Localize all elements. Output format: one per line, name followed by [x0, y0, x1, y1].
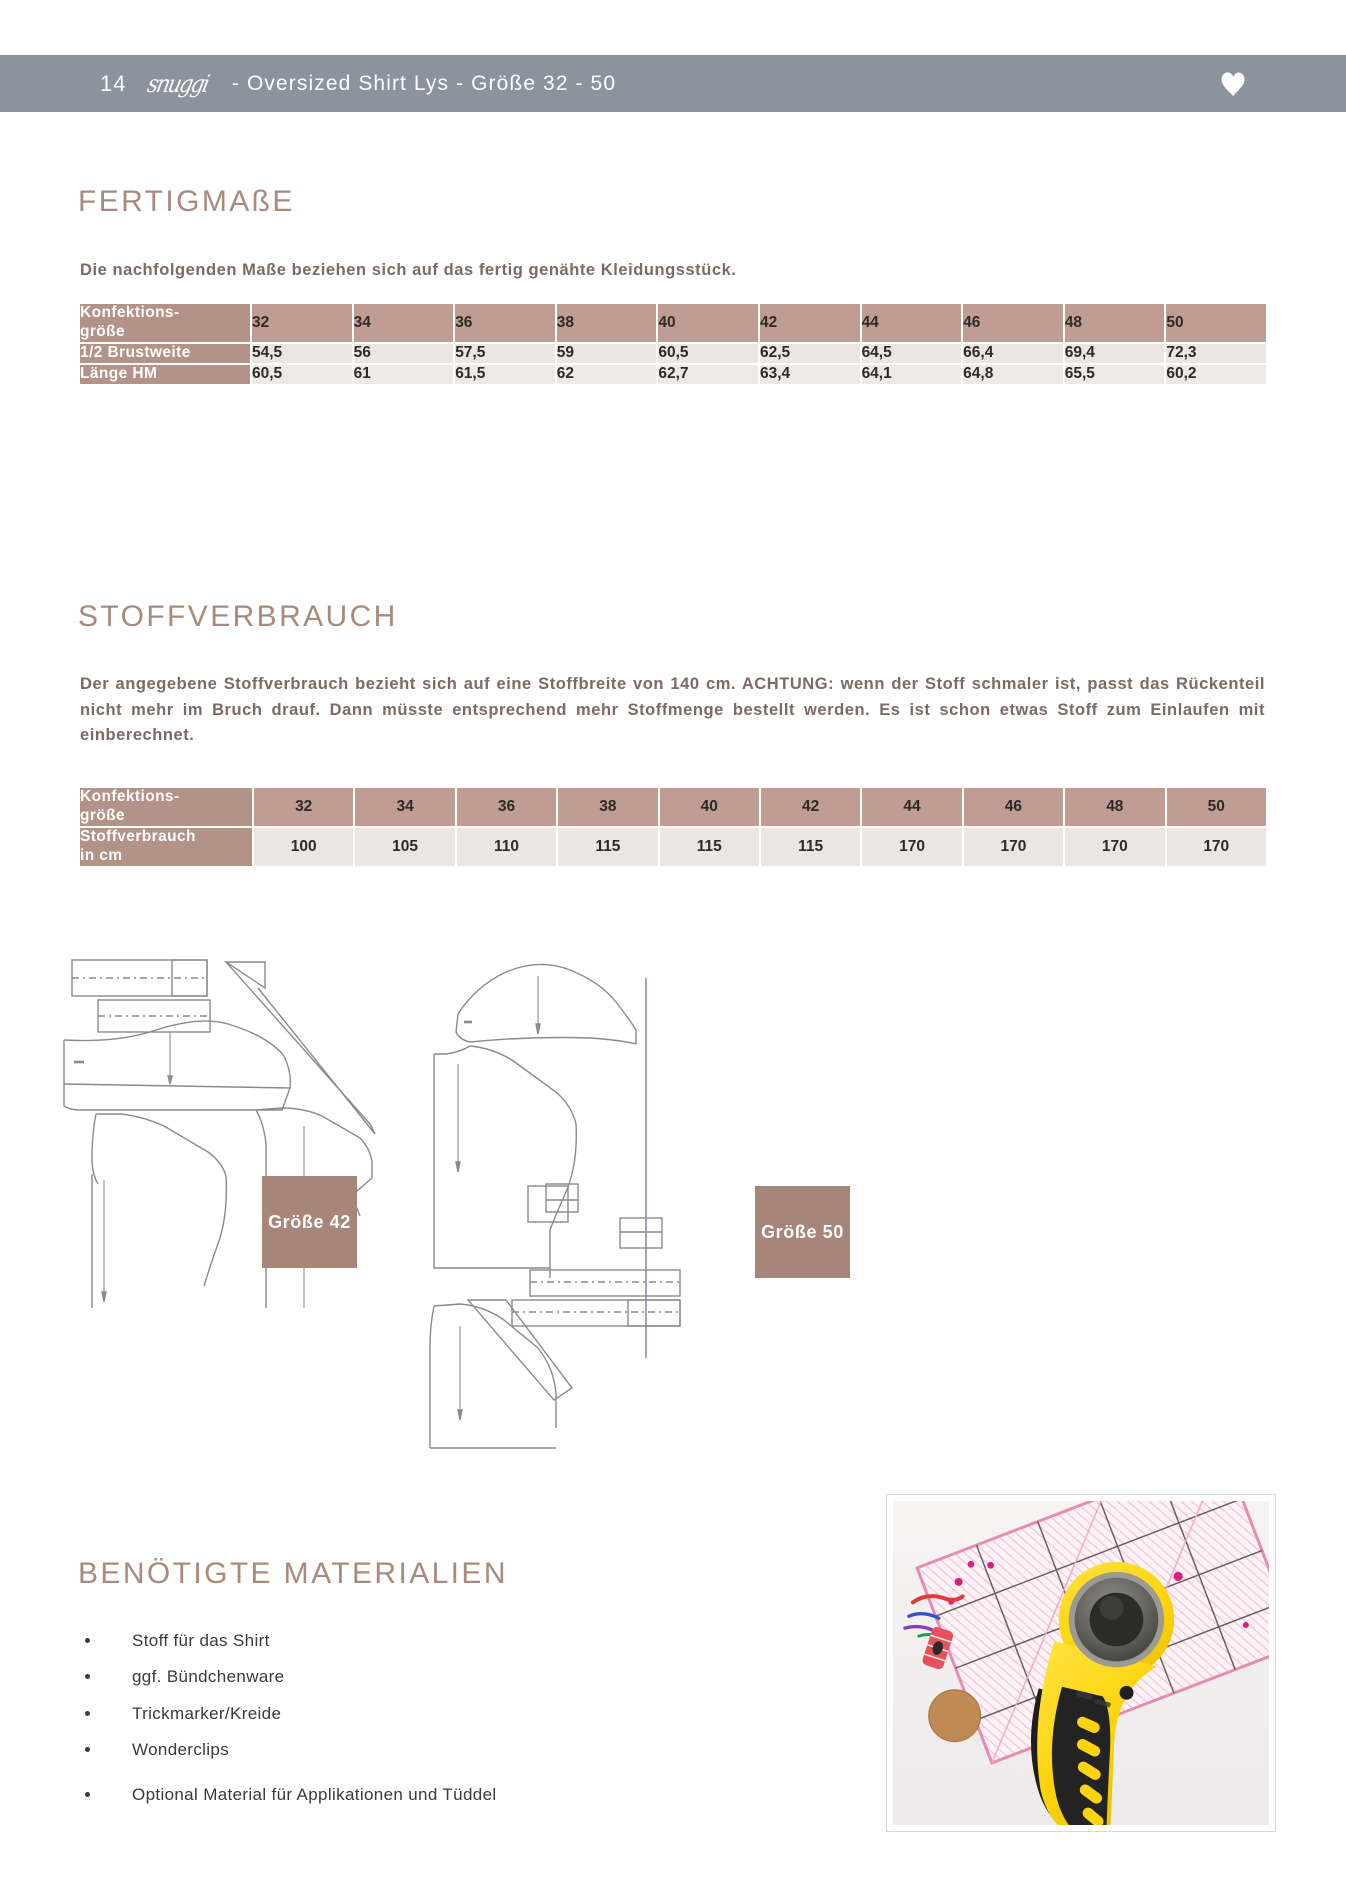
corner-label-line1: Konfektions-: [80, 788, 180, 805]
size-header-cell: 42: [760, 304, 860, 342]
table-cell: 110: [457, 828, 556, 866]
table-cell: 59: [557, 344, 657, 363]
table-cell: 60,5: [658, 344, 758, 363]
size-badge-42: Größe 42: [262, 1176, 357, 1268]
size-header-cell: 50: [1167, 788, 1266, 826]
size-header-cell: 32: [254, 788, 353, 826]
row-label: Länge HM: [80, 365, 250, 384]
table-stoffverbrauch: [78, 786, 1268, 868]
rotary-cutter-photo-frame: [886, 1494, 1276, 1832]
table-corner-label: [80, 304, 250, 342]
size-header-cell: 36: [455, 304, 555, 342]
section-heading-stoffverbrauch: STOFFVERBRAUCH: [78, 600, 398, 633]
list-item: Trickmarker/Kreide: [80, 1703, 720, 1724]
table-cell: 69,4: [1065, 344, 1165, 363]
table-cell: 170: [1167, 828, 1266, 866]
row-label-line1: Stoffverbrauch: [80, 827, 196, 845]
row-label: [80, 828, 252, 866]
size-header-cell: 48: [1065, 304, 1165, 342]
page-header-bar: [0, 55, 1346, 112]
table-cell: 64,5: [862, 344, 962, 363]
size-header-cell: 50: [1166, 304, 1266, 342]
size-header-cell: 34: [354, 304, 454, 342]
rotary-cutter-photo: [893, 1501, 1269, 1825]
materials-optional-list: [80, 1784, 780, 1805]
size-header-cell: 42: [761, 788, 860, 826]
corner-label-line2: größe: [80, 806, 126, 824]
table-cell: 57,5: [455, 344, 555, 363]
table-cell: 56: [354, 344, 454, 363]
table-cell: 100: [254, 828, 353, 866]
pattern-layout-svg: [60, 948, 1290, 1508]
table-header-row: [80, 304, 1266, 342]
page-number: 14: [100, 70, 127, 96]
table-cell: 170: [862, 828, 961, 866]
table-cell: 60,2: [1166, 365, 1266, 384]
row-label-line2: in cm: [80, 846, 123, 864]
table-cell: 54,5: [252, 344, 352, 363]
table-cell: 105: [355, 828, 454, 866]
photo-illustration: [893, 1501, 1269, 1825]
size-header-cell: 32: [252, 304, 352, 342]
materials-list: [80, 1630, 720, 1775]
table-fertigmasse: [78, 302, 1268, 386]
size-header-cell: 48: [1065, 788, 1164, 826]
table-header-row: [80, 788, 1266, 826]
size-header-cell: 38: [557, 304, 657, 342]
list-item: ggf. Bündchenware: [80, 1666, 720, 1687]
table-cell: 62: [557, 365, 657, 384]
table-cell: 61,5: [455, 365, 555, 384]
stoffverbrauch-intro-text: Der angegebene Stoffverbrauch bezieht sich auf eine Stoffbreite von 140 cm. ACHTUNG: wenn der Stoff schmaler ist, passt das Rückenteil nicht mehr im Bruch drauf. Dann müsste entsprechend mehr Stoffmenge bestellt werden. Es ist schon etwas Stoff zum Einlaufen mit einberechnet.: [80, 675, 1265, 745]
size-header-cell: 44: [862, 788, 961, 826]
header-title: - Oversized Shirt Lys - Größe 32 - 50: [231, 71, 617, 95]
list-item: Stoff für das Shirt: [80, 1630, 720, 1651]
list-item: Optional Material für Applikationen und Tüddel: [80, 1784, 780, 1805]
table-cell: 60,5: [252, 365, 352, 384]
size-header-cell: 40: [658, 304, 758, 342]
table-cell: 170: [964, 828, 1063, 866]
size-header-cell: 36: [457, 788, 556, 826]
brand-logo: snuggi: [145, 69, 211, 98]
list-item: Wonderclips: [80, 1739, 720, 1760]
size-header-cell: 44: [862, 304, 962, 342]
section-heading-fertigmasse: FERTIGMAßE: [78, 185, 295, 218]
size-header-cell: 46: [963, 304, 1063, 342]
table-cell: 65,5: [1065, 365, 1165, 384]
table-row: [80, 344, 1266, 363]
heart-icon: [1218, 69, 1248, 99]
pattern-layout-diagrams: [60, 948, 1290, 1508]
table-cell: 115: [660, 828, 759, 866]
table-cell: 64,8: [963, 365, 1063, 384]
size-header-cell: 34: [355, 788, 454, 826]
fertigmasse-intro-text: Die nachfolgenden Maße beziehen sich auf das fertig genähte Kleidungsstück.: [80, 261, 737, 279]
section-heading-materialien: BENÖTIGTE MATERIALIEN: [78, 1557, 508, 1590]
size-header-cell: 38: [558, 788, 657, 826]
size-header-cell: 46: [964, 788, 1063, 826]
table-cell: 63,4: [760, 365, 860, 384]
table-cell: 62,7: [658, 365, 758, 384]
table-cell: 72,3: [1166, 344, 1266, 363]
table-corner-label: [80, 788, 252, 826]
table-row: [80, 828, 1266, 866]
table-cell: 64,1: [862, 365, 962, 384]
table-cell: 61: [354, 365, 454, 384]
table-cell: 115: [761, 828, 860, 866]
table-cell: 115: [558, 828, 657, 866]
pattern-layout-right: [430, 964, 680, 1448]
size-badge-50: Größe 50: [755, 1186, 850, 1278]
corner-label-line2: größe: [80, 322, 126, 340]
corner-label-line1: Konfektions-: [80, 304, 180, 321]
row-label: 1/2 Brustweite: [80, 344, 250, 363]
table-cell: 170: [1065, 828, 1164, 866]
table-cell: 66,4: [963, 344, 1063, 363]
size-header-cell: 40: [660, 788, 759, 826]
table-cell: 62,5: [760, 344, 860, 363]
table-row: [80, 365, 1266, 384]
